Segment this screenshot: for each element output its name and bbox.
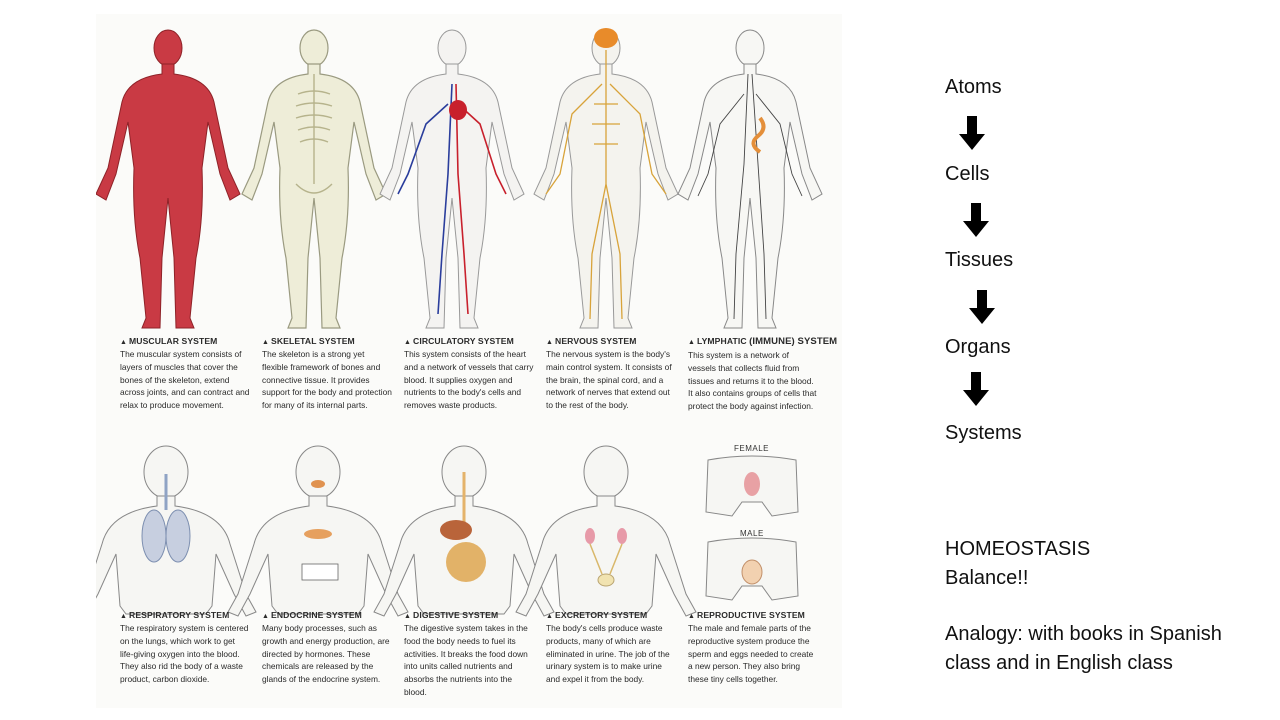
reproductive-figure-icon [706, 456, 798, 600]
caption-text: The digestive system takes in the food the body needs to fuel its activities. It breaks the food down into units called nutrients and absorbs the nutrients into the blood. [404, 623, 528, 697]
caption-text: The male and female parts of the reproductive system produce the sperm and eggs needed to create a new person. They also bring these tiny cells together. [688, 623, 814, 685]
female-label: FEMALE [734, 444, 770, 453]
down-arrow-icon [969, 290, 995, 324]
caption-reproductive [688, 610, 818, 686]
caption-endocrine [262, 610, 392, 686]
triangle-marker-icon: ▲ [546, 339, 554, 346]
skeletal-figure-icon [242, 30, 386, 328]
level-organs: Organs [945, 336, 1011, 358]
triangle-marker-icon: ▲ [404, 613, 412, 620]
down-arrow-icon [963, 203, 989, 237]
caption-title: RESPIRATORY SYSTEM [129, 610, 230, 620]
circulatory-figure-icon [380, 30, 524, 328]
triangle-marker-icon: ▲ [262, 339, 270, 346]
analogy-text: Analogy: with books in Spanish class and in English class [945, 623, 1222, 674]
caption-text: The body's cells produce waste products, many of which are eliminated in urine. The job of the urinary system is to make urine and expel it from the body. [546, 623, 670, 685]
triangle-marker-icon: ▲ [688, 339, 696, 346]
homeostasis-subtitle: Balance!! [945, 566, 1029, 589]
male-label: MALE [740, 529, 764, 538]
triangle-marker-icon: ▲ [404, 339, 412, 346]
caption-title: REPRODUCTIVE SYSTEM [697, 610, 805, 620]
triangle-marker-icon: ▲ [120, 339, 128, 346]
caption-title: DIGESTIVE SYSTEM [413, 610, 499, 620]
caption-nervous [546, 336, 676, 412]
caption-text: The nervous system is the body's main control system. It consists of the brain, the spinal cord, and a network of nerves that extend out to the rest of the body. [546, 349, 672, 411]
level-systems: Systems [945, 422, 1022, 444]
triangle-marker-icon: ▲ [688, 613, 696, 620]
triangle-marker-icon: ▲ [546, 613, 554, 620]
caption-text: This system consists of the heart and a network of vessels that carry blood. It supplies oxygen and nutrients to the body's cells and removes waste products. [404, 349, 534, 411]
endocrine-figure-icon [228, 446, 408, 616]
triangle-marker-icon: ▲ [262, 613, 270, 620]
down-arrow-icon [963, 372, 989, 406]
level-atoms: Atoms [945, 76, 1002, 98]
caption-title-prefix: LYMPHATIC [697, 336, 750, 346]
caption-text: The muscular system consists of layers of muscles that cover the bones of the skeleton, extend across joints, and can contract and relax to produce movement. [120, 349, 250, 411]
caption-text: Many body processes, such as growth and energy production, are directed by hormones. These chemicals are released by the glands of the endocrine system. [262, 623, 390, 685]
caption-title-bold: (IMMUNE) SYSTEM [749, 336, 838, 347]
caption-skeletal [262, 336, 392, 412]
body-systems-figure [96, 14, 842, 708]
caption-digestive [404, 610, 534, 699]
caption-text: The skeleton is a strong yet flexible framework of bones and connective tissue. It provides support for the body and protection for many of its internal parts. [262, 349, 392, 411]
respiratory-figure-icon [96, 446, 256, 616]
caption-title: EXCRETORY SYSTEM [555, 610, 648, 620]
caption-excretory [546, 610, 676, 686]
homeostasis-title: HOMEOSTASIS [945, 538, 1091, 560]
caption-lymphatic [688, 336, 840, 413]
homeostasis-notes [945, 535, 1245, 677]
caption-title: MUSCULAR SYSTEM [129, 336, 218, 346]
nervous-figure-icon [534, 28, 678, 328]
triangle-marker-icon: ▲ [120, 613, 128, 620]
caption-respiratory [120, 610, 250, 686]
caption-title: ENDOCRINE SYSTEM [271, 610, 362, 620]
level-cells: Cells [945, 163, 990, 185]
caption-title: NERVOUS SYSTEM [555, 336, 637, 346]
caption-muscular [120, 336, 250, 412]
muscular-figure-icon [96, 30, 240, 328]
caption-title: SKELETAL SYSTEM [271, 336, 355, 346]
caption-circulatory [404, 336, 534, 412]
caption-title: CIRCULATORY SYSTEM [413, 336, 514, 346]
caption-text: The respiratory system is centered on the lungs, which work to get life-giving oxygen into the blood. They also rid the body of a waste product, carbon dioxide. [120, 623, 249, 685]
level-tissues: Tissues [945, 249, 1014, 271]
caption-text: This system is a network of vessels that collects fluid from tissues and returns it to the blood. It also contains groups of cells that protect the body against infection. [688, 350, 817, 412]
down-arrow-icon [959, 116, 985, 150]
lymphatic-figure-icon [678, 30, 822, 328]
